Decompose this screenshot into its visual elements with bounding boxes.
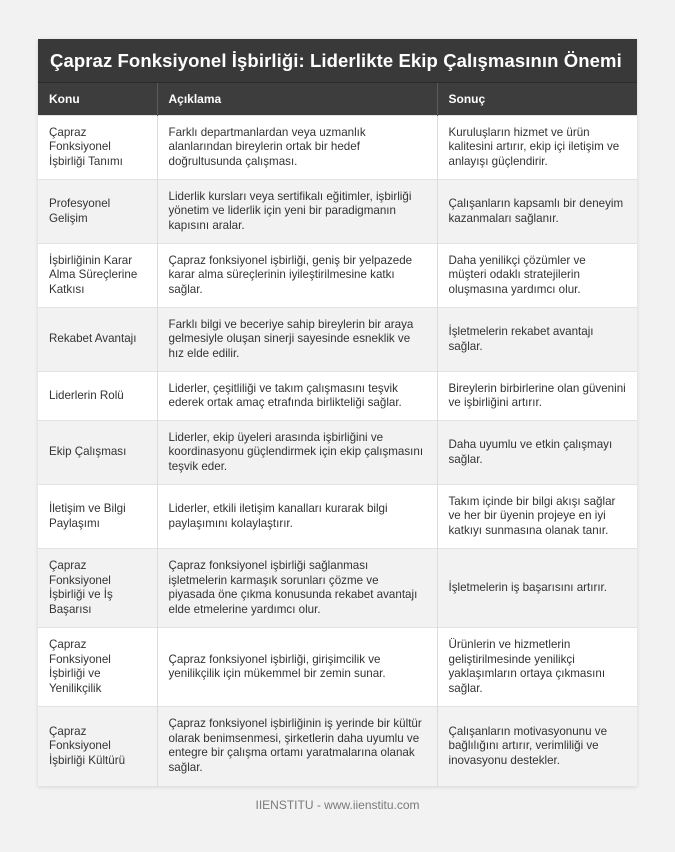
cell-topic: Rekabet Avantajı bbox=[38, 308, 157, 372]
cell-result: Takım içinde bir bilgi akışı sağlar ve her bir üyenin projeye en iyi katkıyı sunmasına olanak tanır. bbox=[437, 485, 637, 549]
cell-result: Daha uyumlu ve etkin çalışmayı sağlar. bbox=[437, 421, 637, 485]
cell-topic: Çapraz Fonksiyonel İşbirliği Kültürü bbox=[38, 707, 157, 786]
cell-description: Çapraz fonksiyonel işbirliği, girişimcilik ve yenilikçilik için mükemmel bir zemin sunar. bbox=[157, 628, 437, 707]
cell-result: Kuruluşların hizmet ve ürün kalitesini artırır, ekip içi iletişim ve anlayışı güçlendirir. bbox=[437, 116, 637, 180]
cell-topic: Liderlerin Rolü bbox=[38, 372, 157, 421]
cell-result: İşletmelerin iş başarısını artırır. bbox=[437, 549, 637, 628]
cell-description: Farklı bilgi ve beceriye sahip bireylerin bir araya gelmesiyle oluşan sinerji sayesinde esneklik ve hız elde edilir. bbox=[157, 308, 437, 372]
table-row bbox=[38, 116, 637, 180]
cell-topic: Ekip Çalışması bbox=[38, 421, 157, 485]
column-header-konu: Konu bbox=[38, 83, 157, 116]
cell-description: Çapraz fonksiyonel işbirliğinin iş yerinde bir kültür olarak benimsenmesi, şirketlerin daha uyumlu ve entegre bir çalışma ortamı yaratmalarına olanak sağlar. bbox=[157, 707, 437, 786]
table-card bbox=[38, 39, 637, 786]
cell-topic: Çapraz Fonksiyonel İşbirliği ve İş Başarısı bbox=[38, 549, 157, 628]
table-row bbox=[38, 549, 637, 628]
cell-topic: Çapraz Fonksiyonel İşbirliği Tanımı bbox=[38, 116, 157, 180]
cell-description: Liderler, etkili iletişim kanalları kurarak bilgi paylaşımını kolaylaştırır. bbox=[157, 485, 437, 549]
table-row bbox=[38, 485, 637, 549]
cell-result: Çalışanların kapsamlı bir deneyim kazanmaları sağlanır. bbox=[437, 180, 637, 244]
table-header bbox=[38, 83, 637, 116]
info-table bbox=[38, 83, 637, 786]
cell-description: Çapraz fonksiyonel işbirliği, geniş bir yelpazede karar alma süreçlerinin iyileştirilmesine katkı sağlar. bbox=[157, 244, 437, 308]
table-row bbox=[38, 244, 637, 308]
cell-description: Liderler, ekip üyeleri arasında işbirliğini ve koordinasyonu güçlendirmek için ekip çalışmasını teşvik eder. bbox=[157, 421, 437, 485]
table-row bbox=[38, 421, 637, 485]
cell-description: Liderler, çeşitliliği ve takım çalışmasını teşvik ederek ortak amaç etrafında birlikteliği sağlar. bbox=[157, 372, 437, 421]
cell-result: Çalışanların motivasyonunu ve bağlılığını artırır, verimliliği ve inovasyonu destekler. bbox=[437, 707, 637, 786]
cell-description: Çapraz fonksiyonel işbirliği sağlanması işletmelerin karmaşık sorunları çözme ve piyasada öne çıkma konusunda rekabet avantajı elde etmelerine yardımcı olur. bbox=[157, 549, 437, 628]
table-row bbox=[38, 372, 637, 421]
cell-result: Daha yenilikçi çözümler ve müşteri odaklı stratejilerin oluşmasına yardımcı olur. bbox=[437, 244, 637, 308]
table-row bbox=[38, 628, 637, 707]
cell-description: Farklı departmanlardan veya uzmanlık alanlarından bireylerin ortak bir hedef doğrultusunda çalışması. bbox=[157, 116, 437, 180]
table-row bbox=[38, 707, 637, 786]
cell-result: Bireylerin birbirlerine olan güvenini ve işbirliğini artırır. bbox=[437, 372, 637, 421]
cell-description: Liderlik kursları veya sertifikalı eğitimler, işbirliği yönetim ve liderlik için yeni bir paradigmanın kapısını aralar. bbox=[157, 180, 437, 244]
cell-topic: İletişim ve Bilgi Paylaşımı bbox=[38, 485, 157, 549]
cell-result: Ürünlerin ve hizmetlerin geliştirilmesinde yenilikçi yaklaşımların ortaya çıkmasını sağlar. bbox=[437, 628, 637, 707]
footer-credit: IIENSTITU - www.iienstitu.com bbox=[255, 798, 420, 812]
column-header-sonuc: Sonuç bbox=[437, 83, 637, 116]
cell-topic: Çapraz Fonksiyonel İşbirliği ve Yenilikçilik bbox=[38, 628, 157, 707]
page-title: Çapraz Fonksiyonel İşbirliği: Liderlikte Ekip Çalışmasının Önemi bbox=[38, 39, 637, 83]
column-header-aciklama: Açıklama bbox=[157, 83, 437, 116]
cell-result: İşletmelerin rekabet avantajı sağlar. bbox=[437, 308, 637, 372]
table-row bbox=[38, 180, 637, 244]
table-row bbox=[38, 308, 637, 372]
cell-topic: İşbirliğinin Karar Alma Süreçlerine Katkısı bbox=[38, 244, 157, 308]
cell-topic: Profesyonel Gelişim bbox=[38, 180, 157, 244]
